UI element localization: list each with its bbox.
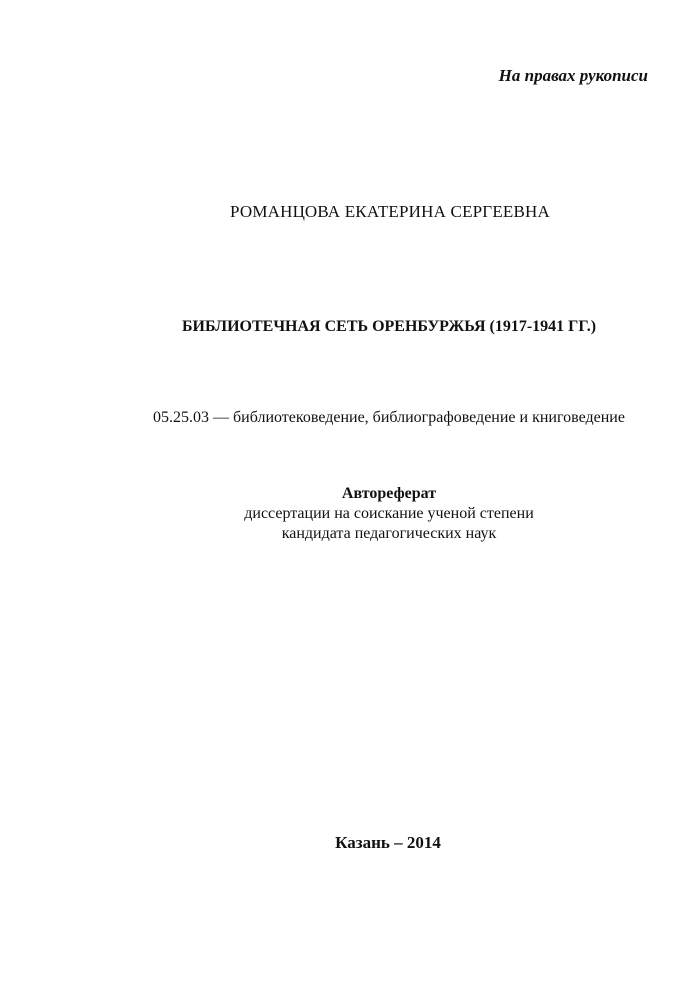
document-title: БИБЛИОТЕЧНАЯ СЕТЬ ОРЕНБУРЖЬЯ (1917-1941 ГГ.) — [181, 318, 597, 335]
abstract-line-2: кандидата педагогических наук — [281, 525, 497, 542]
specialty-line: 05.25.03 — библиотековедение, библиографоведение и книговедение — [153, 409, 625, 426]
copyright-note: На правах рукописи — [498, 66, 648, 85]
city-year: Казань – 2014 — [335, 833, 441, 852]
author-name: РОМАНЦОВА ЕКАТЕРИНА СЕРГЕЕВНА — [229, 202, 550, 221]
abstract-line-1: диссертации на соискание ученой степени — [244, 505, 534, 522]
abstract-block — [0, 484, 700, 544]
abstract-heading: Автореферат — [341, 485, 437, 502]
